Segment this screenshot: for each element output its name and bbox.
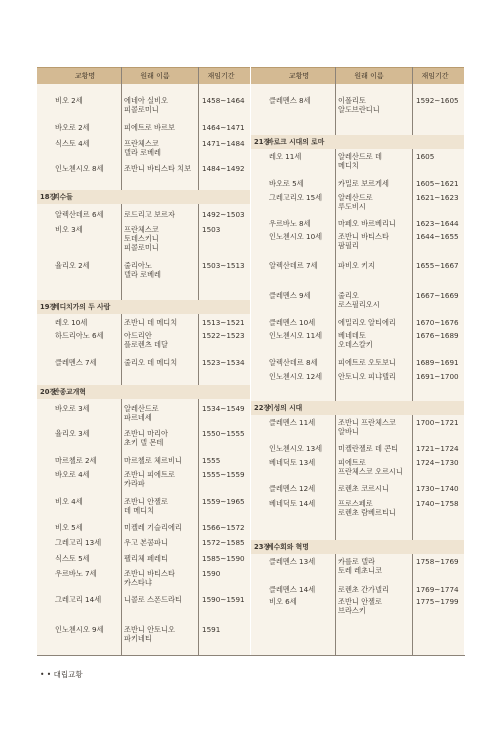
original-name-line: 오데스칼키 <box>338 340 373 349</box>
pope-name: 클레멘스 7세 <box>55 358 97 367</box>
original-name <box>124 538 168 547</box>
column-divider <box>412 67 413 655</box>
pope-name: 인노첸시오 8세 <box>55 164 104 173</box>
chapter-title: 메디치가의 두 사람 <box>53 303 111 311</box>
original-name-line: 피에트로 바르보 <box>124 123 175 132</box>
original-name-line: 로드리고 보르자 <box>124 210 175 219</box>
original-name <box>124 429 168 447</box>
original-name <box>124 96 168 114</box>
original-name-line: 프란체스코 오르시니 <box>338 467 403 476</box>
reign-period: 1721~1724 <box>416 444 459 453</box>
original-name <box>338 444 398 453</box>
original-name <box>338 193 373 211</box>
original-name <box>124 595 182 604</box>
table-bottom-rule <box>37 655 465 656</box>
pope-name: 알렉산데르 6세 <box>55 210 104 219</box>
original-name-line: 루도비시 <box>338 202 366 211</box>
right-table <box>251 67 464 655</box>
reign-period: 1670~1676 <box>416 318 459 327</box>
original-name-line: 안토니오 피냐텔리 <box>338 372 396 381</box>
original-name-line: 알레산드로 <box>338 193 373 202</box>
reign-period: 1503 <box>202 225 221 234</box>
reign-period: 1769~1774 <box>416 585 459 594</box>
reign-period: 1523~1534 <box>202 358 245 367</box>
reign-period: 1775~1799 <box>416 597 459 606</box>
original-name <box>338 179 389 188</box>
original-name-line: 조반니 안젤로 <box>124 497 168 506</box>
reign-period: 1740~1758 <box>416 499 459 508</box>
pope-name: 그레고리 14세 <box>55 595 102 604</box>
original-name <box>338 458 403 476</box>
original-name-line: 피콜로미니 <box>124 105 159 114</box>
original-name-line: 피에트로 오토보니 <box>338 358 396 367</box>
original-name <box>124 523 182 532</box>
reign-period: 1655~1667 <box>416 261 459 270</box>
chapter-title: 괴수들 <box>53 193 73 201</box>
original-name-line: 팜필리 <box>338 241 359 250</box>
left-table-header <box>37 67 250 84</box>
original-name-line: 아드리안 <box>124 331 152 340</box>
reign-period: 1550~1555 <box>202 429 245 438</box>
original-name <box>124 470 175 488</box>
original-name-line: 프란체스코 <box>124 139 159 148</box>
original-name-line: 알레산드로 데 <box>338 152 382 161</box>
reign-period: 1644~1655 <box>416 232 459 241</box>
original-name <box>338 484 389 493</box>
original-name-line: 줄리오 데 메디치 <box>124 358 178 367</box>
original-name-line: 메디치 <box>338 161 359 170</box>
original-name-line: 플로렌츠 데달 <box>124 340 168 349</box>
original-name-line: 조반니 안젤로 <box>338 597 382 606</box>
pope-name: 식스토 4세 <box>55 139 90 148</box>
original-name <box>338 261 375 270</box>
original-name-line: 로렌초 간가넬리 <box>338 585 389 594</box>
column-divider <box>121 67 122 655</box>
header-pope-name: 교황명 <box>288 72 310 80</box>
pope-name: 그레고리 13세 <box>55 538 102 547</box>
pope-name: 베네딕토 14세 <box>269 499 316 508</box>
pope-name: 인노첸시오 10세 <box>269 232 323 241</box>
original-name-line: 조반니 안토니오 <box>124 625 175 634</box>
original-name-line: 미켈란젤로 데 콘티 <box>338 444 399 453</box>
reign-period: 1513~1521 <box>202 318 245 327</box>
original-name <box>338 232 389 250</box>
original-name-line: 조반니 프란체스코 <box>338 418 396 427</box>
original-name-line: 우고 본콤파니 <box>124 538 168 547</box>
reign-period: 1700~1721 <box>416 418 459 427</box>
pope-name: 우르바노 7세 <box>55 569 97 578</box>
original-name-line: 마페오 바르베리니 <box>338 219 396 228</box>
reign-period: 1758~1769 <box>416 557 459 566</box>
original-name <box>124 261 161 279</box>
original-name <box>338 331 373 349</box>
original-name-line: 조반니 데 메디치 <box>124 318 178 327</box>
chapter-title: 바로크 시대의 로마 <box>267 138 325 146</box>
original-name-line: 니콜로 스폰드라티 <box>124 595 182 604</box>
original-name <box>124 139 161 157</box>
original-name-line: 프란체스코 <box>124 225 159 234</box>
reign-period: 1503~1513 <box>202 261 245 270</box>
header-reign: 재임기간 <box>207 72 235 80</box>
original-name-line: 에네아 실비오 <box>124 96 168 105</box>
reign-period: 1724~1730 <box>416 458 459 467</box>
original-name <box>124 225 159 252</box>
column-divider <box>198 67 199 655</box>
pope-name: 레오 10세 <box>55 318 88 327</box>
original-name-line: 마르첼로 체르비니 <box>124 456 182 465</box>
reign-period: 1464~1471 <box>202 123 245 132</box>
chapter-number: 20장 <box>40 388 57 396</box>
original-name <box>124 554 168 563</box>
pope-name: 클레멘스 10세 <box>269 318 316 327</box>
pope-name: 비오 5세 <box>55 523 83 532</box>
pope-name: 바오로 2세 <box>55 123 90 132</box>
pope-name: 율리오 2세 <box>55 261 90 270</box>
pope-name: 클레멘스 13세 <box>269 557 316 566</box>
column-divider <box>335 67 336 655</box>
pope-name: 비오 6세 <box>269 597 297 606</box>
reign-period: 1591 <box>202 625 221 634</box>
left-table <box>37 67 250 655</box>
original-name <box>124 404 159 422</box>
original-name-line: 델라 로베레 <box>124 270 162 279</box>
reign-period: 1555~1559 <box>202 470 245 479</box>
reign-period: 1572~1585 <box>202 538 245 547</box>
original-name <box>338 597 382 615</box>
original-name-line: 펠리체 페레티 <box>124 554 168 563</box>
original-name-line: 로스필리오시 <box>338 300 380 309</box>
pope-name: 레오 11세 <box>269 152 302 161</box>
original-name <box>338 499 396 517</box>
reign-period: 1623~1644 <box>416 219 459 228</box>
original-name <box>124 358 177 367</box>
chapter-title: 반종교개혁 <box>53 388 86 396</box>
original-name <box>124 318 177 327</box>
reign-period: 1492~1503 <box>202 210 245 219</box>
pope-name: 알렉산데르 7세 <box>269 261 318 270</box>
pope-name: 바오로 5세 <box>269 179 304 188</box>
original-name-line: 피콜로미니 <box>124 243 159 252</box>
original-name <box>338 96 380 114</box>
original-name-line: 에밀리오 알티에리 <box>338 318 396 327</box>
original-name-line: 로렌초 람베르티니 <box>338 508 396 517</box>
original-name-line: 미켈레 기슬리에리 <box>124 523 182 532</box>
chapter-heading <box>37 385 250 399</box>
reign-period: 1592~1605 <box>416 96 459 105</box>
original-name-line: 베네데토 <box>338 331 366 340</box>
right-table-header <box>251 67 464 84</box>
pope-name: 우르바노 8세 <box>269 219 311 228</box>
chapter-number: 21장 <box>254 138 271 146</box>
original-name-line: 줄리오 <box>338 291 359 300</box>
chapter-title: 이성의 시대 <box>267 404 303 412</box>
reign-period: 1559~1965 <box>202 497 245 506</box>
original-name-line: 파키네티 <box>124 634 152 643</box>
reign-period: 1689~1691 <box>416 358 459 367</box>
original-name-line: 줄리아노 <box>124 261 152 270</box>
reign-period: 1585~1590 <box>202 554 245 563</box>
pope-name: 율리오 3세 <box>55 429 90 438</box>
reign-period: 1667~1669 <box>416 291 459 300</box>
original-name <box>338 557 382 575</box>
original-name-line: 조반니 바티스타 <box>338 232 389 241</box>
footnote: • • 대립교황 <box>40 670 83 679</box>
original-name <box>124 331 168 349</box>
pope-name: 알렉산데르 8세 <box>269 358 318 367</box>
pope-name: 바오로 3세 <box>55 404 90 413</box>
chapter-number: 22장 <box>254 404 271 412</box>
original-name-line: 알레산드로 <box>124 404 159 413</box>
original-name <box>124 569 175 587</box>
reign-period: 1605~1621 <box>416 179 459 188</box>
original-name-line: 파비오 키지 <box>338 261 376 270</box>
header-original-name: 원래 이름 <box>140 72 170 80</box>
reign-period: 1691~1700 <box>416 372 459 381</box>
original-name-line: 조반니 마리아 <box>124 429 168 438</box>
original-name-line: 델라 로베레 <box>124 148 162 157</box>
reign-period: 1590~1591 <box>202 595 245 604</box>
pope-name: 인노첸시오 12세 <box>269 372 323 381</box>
reign-period: 1676~1689 <box>416 331 459 340</box>
chapter-number: 19장 <box>40 303 57 311</box>
pope-name: 인노첸시오 13세 <box>269 444 323 453</box>
original-name-line: 조반니 피에트로 <box>124 470 175 479</box>
pope-name: 베네딕토 13세 <box>269 458 316 467</box>
original-name-line: 토데스키니 <box>124 234 159 243</box>
chapter-heading <box>251 401 464 415</box>
original-name <box>338 152 382 170</box>
reign-period: 1605 <box>416 152 435 161</box>
original-name <box>124 123 175 132</box>
pope-name: 인노첸시오 9세 <box>55 625 104 634</box>
original-name <box>338 418 396 436</box>
reign-period: 1590 <box>202 569 221 578</box>
original-name <box>338 318 396 327</box>
pope-name: 인노첸시오 11세 <box>269 331 323 340</box>
header-original-name: 원래 이름 <box>354 72 384 80</box>
pope-name: 클레멘스 8세 <box>269 96 311 105</box>
chapter-number: 18장 <box>40 193 57 201</box>
original-name-line: 이폴리토 <box>338 96 366 105</box>
reign-period: 1484~1492 <box>202 164 245 173</box>
pope-name: 클레멘스 12세 <box>269 484 316 493</box>
pope-name: 클레멘스 9세 <box>269 291 311 300</box>
reign-period: 1534~1549 <box>202 404 245 413</box>
pope-name: 그레고리오 15세 <box>269 193 323 202</box>
reign-period: 1555 <box>202 456 221 465</box>
pope-name: 하드리아노 6세 <box>55 331 104 340</box>
chapter-heading <box>251 540 464 554</box>
header-reign: 재임기간 <box>421 72 449 80</box>
chapter-heading <box>37 300 250 314</box>
pope-name: 마르첼로 2세 <box>55 456 97 465</box>
pope-name: 비오 2세 <box>55 96 83 105</box>
original-name-line: 초키 델 몬테 <box>124 438 164 447</box>
original-name-line: 브라스키 <box>338 606 366 615</box>
original-name <box>338 291 380 309</box>
original-name-line: 데 메디치 <box>124 506 155 515</box>
original-name-line: 토레 레초니코 <box>338 566 382 575</box>
original-name <box>124 497 168 515</box>
header-pope-name: 교황명 <box>74 72 96 80</box>
original-name-line: 조반니 바티스타 <box>124 569 175 578</box>
original-name <box>124 456 182 465</box>
chapter-heading <box>37 190 250 204</box>
reign-period: 1730~1740 <box>416 484 459 493</box>
original-name <box>338 372 396 381</box>
reign-period: 1621~1623 <box>416 193 459 202</box>
original-name-line: 알바니 <box>338 427 359 436</box>
pope-name: 식스토 5세 <box>55 554 90 563</box>
reign-period: 1522~1523 <box>202 331 245 340</box>
chapter-heading <box>251 135 464 149</box>
reign-period: 1566~1572 <box>202 523 245 532</box>
original-name <box>124 164 191 173</box>
original-name-line: 알도브란디니 <box>338 105 380 114</box>
pope-name: 바오로 4세 <box>55 470 90 479</box>
chapter-title: 예수회와 혁명 <box>267 543 309 551</box>
original-name-line: 조반니 바티스타 치보 <box>124 164 192 173</box>
pope-name: 비오 3세 <box>55 225 83 234</box>
original-name-line: 카라파 <box>124 479 145 488</box>
original-name <box>338 585 389 594</box>
original-name-line: 파르네세 <box>124 413 152 422</box>
original-name <box>338 358 396 367</box>
original-name <box>124 625 175 643</box>
pope-name: 비오 4세 <box>55 497 83 506</box>
original-name-line: 프로스페로 <box>338 499 373 508</box>
original-name-line: 카스타냐 <box>124 578 152 587</box>
original-name-line: 카밀로 보르게세 <box>338 179 389 188</box>
original-name <box>124 210 175 219</box>
reign-period: 1471~1484 <box>202 139 245 148</box>
original-name-line: 피에트로 <box>338 458 366 467</box>
pope-name: 클레멘스 14세 <box>269 585 316 594</box>
reign-period: 1458~1464 <box>202 96 245 105</box>
original-name-line: 로렌초 코르시니 <box>338 484 389 493</box>
pope-name: 클레멘스 11세 <box>269 418 316 427</box>
chapter-number: 23장 <box>254 543 271 551</box>
original-name <box>338 219 396 228</box>
original-name-line: 카를로 델라 <box>338 557 376 566</box>
